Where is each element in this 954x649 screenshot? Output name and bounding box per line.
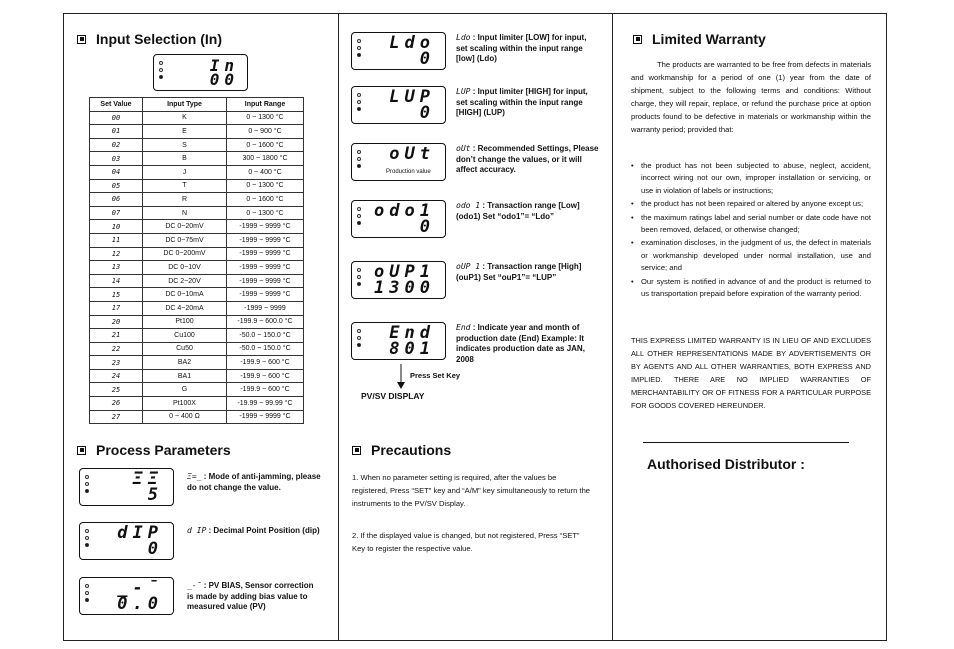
led-display — [351, 200, 446, 238]
input-range-cell: -199.9 ~ 600 °C — [227, 369, 304, 383]
press-set-key-label: Press Set Key — [410, 371, 461, 380]
table-row — [90, 301, 304, 315]
table-row — [90, 233, 304, 247]
parameter-code: _-¯ — [187, 581, 202, 590]
parameter-text: : PV BIAS, Sensor correction is made by adding bias value to measured value (PV) — [187, 581, 314, 611]
indicator-dots — [357, 150, 362, 171]
input-type-cell: Cu100 — [143, 329, 227, 343]
set-value-cell: 17 — [90, 301, 143, 315]
parameter-text: : Indicate year and month of production date (End) Example: It indicates production date as JAN, 2008 — [456, 323, 585, 364]
set-value-cell: 25 — [90, 383, 143, 397]
parameter-text: : Transaction range [High] (ouP1) Set “ouP1”= “LUP” — [456, 262, 582, 282]
input-type-cell: DC 0~10mA — [143, 288, 227, 302]
parameter-description — [456, 33, 599, 65]
parameter-text: : Recommended Settings, Please don’t change the values, or it will affect accuracy. — [456, 144, 599, 174]
input-type-cell: S — [143, 138, 227, 152]
parameter-text: : Decimal Point Position (dip) — [208, 526, 320, 535]
display-top: odo1 — [374, 201, 435, 221]
set-value-cell: 23 — [90, 356, 143, 370]
input-type-cell: N — [143, 206, 227, 220]
input-type-cell: E — [143, 125, 227, 139]
display-bottom: 0.0 — [117, 594, 163, 614]
table-row — [90, 329, 304, 343]
set-value-cell: 00 — [90, 111, 143, 125]
table-row — [90, 125, 304, 139]
display-bottom: 801 — [389, 339, 435, 359]
input-type-cell: BA1 — [143, 369, 227, 383]
parameter-code: Ldo — [456, 33, 471, 42]
section-square-icon — [633, 35, 642, 44]
col-header: Input Type — [143, 98, 227, 112]
input-type-cell: T — [143, 179, 227, 193]
input-range-cell: 0 ~ 1600 °C — [227, 138, 304, 152]
set-value-cell: 20 — [90, 315, 143, 329]
set-value-cell: 26 — [90, 397, 143, 411]
precaution-item: 2. If the displayed value is changed, but not registered, Press “SET” Key to register the respective value. — [352, 531, 580, 553]
display-bottom: 1300 — [374, 278, 435, 298]
parameter-description — [187, 472, 322, 493]
input-type-cell: B — [143, 152, 227, 166]
column-divider-2 — [612, 13, 613, 641]
set-value-cell: 03 — [90, 152, 143, 166]
led-display — [79, 577, 174, 615]
led-display — [351, 86, 446, 124]
parameter-code: oUt — [456, 144, 471, 153]
parameter-text: : Input limiter [HIGH] for input, set scaling within the input range [HIGH] (LUP) — [456, 87, 588, 117]
parameter-code: oUP 1 — [456, 262, 481, 271]
limited-warranty-title: Limited Warranty — [633, 31, 766, 47]
parameter-code: End — [456, 323, 471, 332]
led-display — [351, 261, 446, 299]
pv-sv-display-label: PV/SV DISPLAY — [361, 391, 425, 401]
indicator-dots — [85, 584, 90, 605]
input-type-cell: DC 2~20V — [143, 274, 227, 288]
set-value-cell: 21 — [90, 329, 143, 343]
set-value-cell: 04 — [90, 165, 143, 179]
parameter-text: : Input limiter [LOW] for input, set scaling within the input range [low] (Ldo) — [456, 33, 587, 63]
section-square-icon — [352, 446, 361, 455]
parameter-description — [456, 262, 599, 283]
input-range-cell: -1999 ~ 9999 °C — [227, 274, 304, 288]
input-type-cell: Pt100 — [143, 315, 227, 329]
display-bottom: 0 — [419, 103, 435, 123]
led-display — [351, 322, 446, 360]
indicator-dots — [357, 39, 362, 60]
indicator-dots — [357, 268, 362, 289]
section-square-icon — [77, 35, 86, 44]
input-type-cell: BA2 — [143, 356, 227, 370]
set-value-cell: 11 — [90, 233, 143, 247]
input-type-cell: 0 ~ 400 Ω — [143, 410, 227, 424]
table-row — [90, 179, 304, 193]
input-range-cell: -50.0 ~ 150.0 °C — [227, 329, 304, 343]
input-range-cell: 0 ~ 1300 °C — [227, 111, 304, 125]
column-divider-1 — [338, 13, 339, 641]
indicator-dots — [85, 529, 90, 550]
input-range-cell: 300 ~ 1800 °C — [227, 152, 304, 166]
input-range-cell: -1999 ~ 9999 °C — [227, 233, 304, 247]
set-value-cell: 12 — [90, 247, 143, 261]
input-type-cell: K — [143, 111, 227, 125]
input-type-cell: R — [143, 193, 227, 207]
parameter-text: : Transaction range [Low] (odo1) Set “odo1”= “Ldo” — [456, 201, 580, 221]
display-top: End — [389, 323, 435, 343]
input-range-cell: 0 ~ 1600 °C — [227, 193, 304, 207]
warranty-bullet: • examination discloses, in the judgment of us, the defect in materials or workmanship developed under normal installation, use and service; and — [631, 237, 871, 274]
led-display — [79, 468, 174, 506]
warranty-intro: The products are warranted to be free from defects in materials and workmanship for a period of one (1) year from the date of shipment, subject to the following terms and conditions: Without charge, they will repair, replace, or refund the purchase price at option products found to be defective in materials or workmanship within the warranty period; provided that: — [631, 60, 871, 134]
table-row — [90, 410, 304, 424]
input-range-cell: -1999 ~ 9999 °C — [227, 220, 304, 234]
signature-line — [643, 442, 849, 443]
input-type-cell: Pt100X — [143, 397, 227, 411]
parameter-code: d IP — [187, 526, 207, 535]
set-value-cell: 01 — [90, 125, 143, 139]
input-range-cell: 0 ~ 900 °C — [227, 125, 304, 139]
input-type-cell: DC 0~20mV — [143, 220, 227, 234]
display-top: _-¯ — [117, 578, 163, 598]
input-selection-title: Input Selection (In) — [77, 31, 222, 47]
parameter-description — [187, 581, 322, 613]
indicator-dots — [159, 61, 164, 82]
table-row — [90, 165, 304, 179]
indicator-dots — [357, 93, 362, 114]
indicator-dots — [357, 207, 362, 228]
table-row — [90, 206, 304, 220]
table-row — [90, 274, 304, 288]
display-sub-label: Production value — [386, 169, 431, 175]
display-bottom: 0 — [419, 217, 435, 237]
display-top: oUt — [389, 144, 435, 164]
set-value-cell: 15 — [90, 288, 143, 302]
table-row — [90, 247, 304, 261]
arrow-down-icon — [395, 364, 407, 390]
display-top: LUP — [389, 87, 435, 107]
display-top: oUP1 — [374, 262, 435, 282]
set-value-cell: 22 — [90, 342, 143, 356]
col-header: Input Range — [227, 98, 304, 112]
input-type-cell: J — [143, 165, 227, 179]
set-value-cell: 06 — [90, 193, 143, 207]
display-top: Ldo — [389, 33, 435, 53]
section-square-icon — [77, 446, 86, 455]
precaution-item: 1. When no parameter setting is required, after the values be registered, Press “SET” key and “A/M” key simultaneously to return the instruments to the PV/SV Display. — [352, 473, 591, 508]
table-row — [90, 356, 304, 370]
input-range-cell: -1999 ~ 9999 °C — [227, 410, 304, 424]
display-bottom: 00 — [209, 70, 239, 89]
input-type-cell: DC 4~20mA — [143, 301, 227, 315]
set-value-cell: 02 — [90, 138, 143, 152]
input-range-cell: 0 ~ 1300 °C — [227, 179, 304, 193]
display-bottom: 0 — [147, 539, 163, 559]
input-type-cell: DC 0~75mV — [143, 233, 227, 247]
parameter-description — [456, 87, 599, 119]
table-row — [90, 152, 304, 166]
warranty-bullet: • the product has not been subjected to abuse, neglect, accident, incorrect wiring not our own, improper installation or servicing, or use in violation of labels or instructions; — [631, 160, 871, 197]
input-range-cell: -50.0 ~ 150.0 °C — [227, 342, 304, 356]
input-range-cell: 0 ~ 1300 °C — [227, 206, 304, 220]
parameter-description — [456, 144, 599, 176]
warranty-bullet-list — [631, 160, 871, 301]
input-range-cell: -1999 ~ 9999 °C — [227, 247, 304, 261]
distributor-title: Authorised Distributor : — [647, 456, 805, 472]
input-type-cell: Cu50 — [143, 342, 227, 356]
set-value-cell: 07 — [90, 206, 143, 220]
input-range-cell: -199.9 ~ 600.0 °C — [227, 315, 304, 329]
col-header: Set Value — [90, 98, 143, 112]
table-row — [90, 369, 304, 383]
table-row — [90, 288, 304, 302]
parameter-description — [456, 323, 599, 365]
display-bottom: 0 — [419, 49, 435, 69]
table-row — [90, 261, 304, 275]
input-range-cell: 0 ~ 400 °C — [227, 165, 304, 179]
display-top: In — [209, 56, 239, 75]
process-parameters-title: Process Parameters — [77, 442, 231, 458]
led-display — [351, 143, 446, 181]
set-value-cell: 05 — [90, 179, 143, 193]
input-range-cell: -1999 ~ 9999 — [227, 301, 304, 315]
set-value-cell: 27 — [90, 410, 143, 424]
input-display — [153, 54, 248, 91]
set-value-cell: 10 — [90, 220, 143, 234]
set-value-cell: 24 — [90, 369, 143, 383]
set-value-cell: 13 — [90, 261, 143, 275]
table-row — [90, 193, 304, 207]
warranty-disclaimer: THIS EXPRESS LIMITED WARRANTY IS IN LIEU OF AND EXCLUDES ALL OTHER REPRESENTATIONS MADE BY ADVERTISEMENTS OR BY AGENTS AND ALL OTHER WARRANTIES, BOTH EXPRESS AND IMPLIED. THERE ARE NO IMPLIED WARRANTIES OF MERCHANTABILITY OR OF FITNESS FOR A PARTICULAR PURPOSE FOR GOODS COVERED HEREUNDER. — [631, 336, 871, 410]
parameter-code: odo 1 — [456, 201, 481, 210]
precautions-title: Precautions — [352, 442, 451, 458]
table-row — [90, 138, 304, 152]
set-value-cell: 14 — [90, 274, 143, 288]
input-type-cell: DC 0~10V — [143, 261, 227, 275]
parameter-description — [187, 526, 322, 537]
parameter-description — [456, 201, 599, 222]
input-type-cell: DC 0~200mV — [143, 247, 227, 261]
table-row — [90, 342, 304, 356]
input-type-cell: G — [143, 383, 227, 397]
indicator-dots — [357, 329, 362, 350]
display-bottom: 5 — [147, 485, 163, 505]
parameter-code: Ξ=_ — [187, 472, 202, 481]
warranty-bullet: • the product has not been repaired or altered by anyone except us; — [631, 198, 871, 210]
parameter-text: : Mode of anti-jamming, please do not change the value. — [187, 472, 321, 492]
table-row — [90, 315, 304, 329]
display-top: dIP — [117, 523, 163, 543]
parameter-code: LUP — [456, 87, 471, 96]
input-range-cell: -19.99 ~ 99.99 °C — [227, 397, 304, 411]
input-range-cell: -1999 ~ 9999 °C — [227, 288, 304, 302]
input-selection-table — [89, 97, 304, 424]
warranty-bullet: • the maximum ratings label and serial number or date code have not been removed, defaced, or otherwise changed; — [631, 212, 871, 237]
display-top: ΞΞ — [132, 469, 163, 489]
input-range-cell: -1999 ~ 9999 °C — [227, 261, 304, 275]
table-row — [90, 220, 304, 234]
table-row — [90, 111, 304, 125]
led-display — [351, 32, 446, 70]
input-range-cell: -199.9 ~ 600 °C — [227, 383, 304, 397]
led-display — [79, 522, 174, 560]
warranty-bullet: • Our system is notified in advance of and the product is returned to us transportation prepaid before expiration of the warranty period. — [631, 276, 871, 301]
indicator-dots — [85, 475, 90, 496]
table-row — [90, 383, 304, 397]
table-row — [90, 397, 304, 411]
input-range-cell: -199.9 ~ 600 °C — [227, 356, 304, 370]
